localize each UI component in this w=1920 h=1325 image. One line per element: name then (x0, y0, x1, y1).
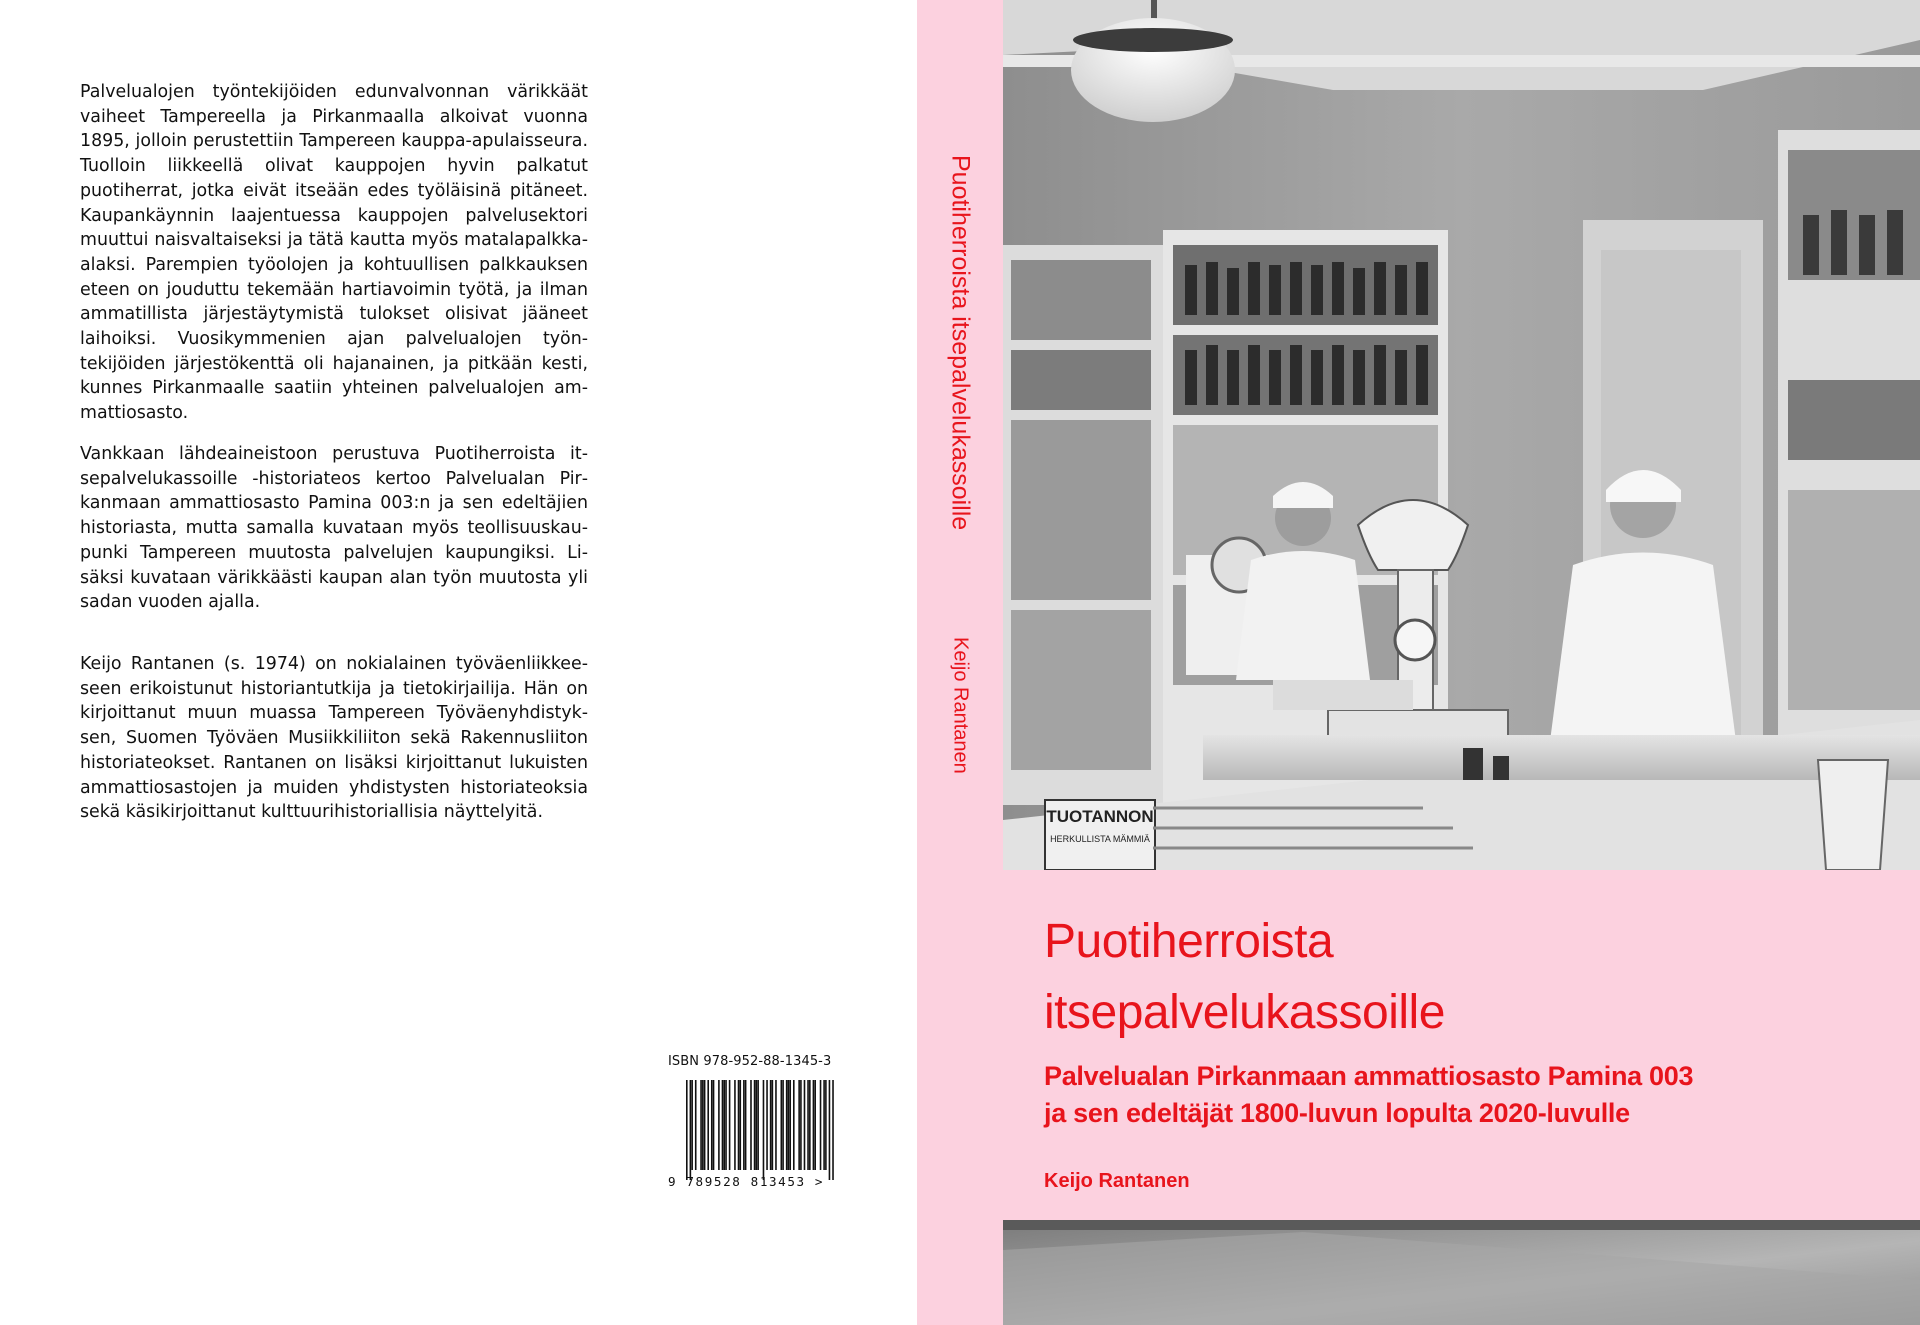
isbn-label: ISBN 978-952-88-1345-3 (668, 1054, 832, 1069)
barcode-bar (750, 1080, 752, 1170)
front-author: Keijo Rantanen (1044, 1170, 1190, 1192)
barcode-bar (793, 1080, 795, 1170)
barcode-bar (782, 1080, 784, 1170)
barcode (686, 1080, 834, 1180)
barcode-bar (798, 1080, 800, 1170)
barcode-bar (707, 1080, 709, 1170)
barcode-bar (788, 1080, 790, 1170)
barcode-bar (722, 1080, 724, 1170)
barcode-bar (786, 1080, 788, 1170)
barcode-bar (713, 1080, 715, 1170)
barcode-digits: 9 789528 813453 > (668, 1174, 825, 1189)
back-cover-blurb-paragraph: Palvelualojen työntekijöiden edunvalvonnan värikkäät vaiheet Tampereella ja Pirkanmaalla alkoivat vuonna 1895, jolloin perustettiin Tampereen kauppa-apulaisseura. Tuolloin liikkeellä olivat kauppojen hyvin palkatut puotiherrat, jotka eivät itseään edes työläisinä pitäneet. Kaupankäynnin laajentuessa kauppojen palvelusektori muuttui naisvaltaiseksi ja tätä kautta myös matalapalkka-alaksi. Parempien työolojen ja kohtuullisen palkkauksen eteen on jouduttu tekemään hartiavoimin työtä, ja ilman ammatillista järjestäytymistä tulokset olisivat jääneet laihoiksi. Vuosikymmenien ajan palvelualojen työntekijöiden järjestökenttä oli hajanainen, ja pitkään kesti, kunnes Pirkanmaalle saatiin yhteinen palvelualojen ammattiosasto. (80, 82, 588, 424)
barcode-bar (686, 1080, 688, 1180)
barcode-bar (734, 1080, 736, 1170)
barcode-bar (807, 1080, 809, 1170)
barcode-bar (800, 1080, 802, 1170)
barcode-bar (756, 1080, 758, 1170)
barcode-bar (789, 1080, 791, 1170)
front-subtitle (1044, 1058, 1904, 1132)
cover-photo (1003, 0, 1920, 870)
barcode-bar (757, 1080, 759, 1170)
front-title-line: Puotiherroista (1044, 915, 1334, 968)
barcode-bar (702, 1080, 704, 1170)
barcode-bar (823, 1080, 825, 1170)
front-cover (1003, 0, 1920, 1325)
barcode-bar (832, 1080, 834, 1180)
front-title-line: itsepalvelukassoille (1044, 986, 1445, 1039)
barcode-bar (690, 1080, 692, 1180)
barcode-bar (814, 1080, 816, 1170)
barcode-bar (729, 1080, 731, 1170)
barcode-bar (739, 1080, 741, 1170)
barcode-bar (820, 1080, 822, 1170)
barcode-bar (745, 1080, 747, 1170)
back-cover (0, 0, 917, 1325)
front-title (1044, 906, 1904, 1048)
barcode-bar (711, 1080, 713, 1170)
barcode-bar (781, 1080, 783, 1170)
photo-sign-subtext: HERKULLISTA MÄMMIÄ (1050, 834, 1150, 844)
barcode-bar (829, 1080, 831, 1180)
cover-photo-bottom (1003, 1220, 1920, 1325)
spine-title: Puotiherroista itsepalvelukassoille (946, 155, 975, 531)
barcode-bar (766, 1080, 768, 1170)
photo-sign-text: TUOTANNON (1046, 807, 1154, 826)
barcode-bar (754, 1080, 756, 1170)
barcode-bar (770, 1080, 772, 1170)
isbn-block (668, 1054, 848, 1189)
barcode-bar (763, 1080, 765, 1180)
barcode-bar (704, 1080, 706, 1170)
back-cover-blurb-paragraph: Vankkaan lähdeaineistoon perustuva Puotiherroista itsepalvelukassoille -historiateos kertoo Palvelualan Pirkanmaan ammattiosasto Pamina 003:n ja sen edeltäjien historiasta, mutta samalla kuvataan myös teollisuuskaupunki Tampereen muutosta palvelujen kaupungiksi. Lisäksi kuvataan värikkäästi kaupan alan työn muutosta yli sadan vuoden ajalla. (80, 444, 588, 613)
barcode-bar (725, 1080, 727, 1170)
front-subtitle-line: Palvelualan Pirkanmaan ammattiosasto Pamina 003 (1044, 1061, 1694, 1091)
barcode-bar (813, 1080, 815, 1170)
barcode-bar (743, 1080, 745, 1170)
barcode-bar (772, 1080, 774, 1170)
barcode-bar (695, 1080, 697, 1170)
barcode-bar (700, 1080, 702, 1170)
barcode-bar (691, 1080, 693, 1170)
barcode-bar (775, 1080, 777, 1170)
barcode-bar (738, 1080, 740, 1170)
barcode-bar (804, 1080, 806, 1170)
spine (917, 0, 1003, 1325)
author-bio-paragraph: Keijo Rantanen (s. 1974) on nokialainen työväenliikkeeseen erikoistunut historiantutkija ja tietokirjailija. Hän on kirjoittanut muun muassa Tampereen Työväenyhdistyksen, Suomen Työväen Musiikkiliiton sekä Rakennusliiton historiateokset. Rantanen on lisäksi kirjoittanut lukuisten ammattiosastojen ja muiden yhdistysten historiateoksia sekä käsikirjoittanut kulttuurihistoriallisia näyttelyitä. (80, 654, 588, 823)
front-subtitle-line: ja sen edeltäjät 1800-luvun lopulta 2020-luvulle (1044, 1098, 1630, 1128)
barcode-bar (825, 1080, 827, 1170)
barcode-bar (809, 1080, 811, 1170)
spine-author: Keijo Rantanen (949, 637, 972, 774)
barcode-bar (723, 1080, 725, 1170)
barcode-bar (718, 1080, 720, 1170)
